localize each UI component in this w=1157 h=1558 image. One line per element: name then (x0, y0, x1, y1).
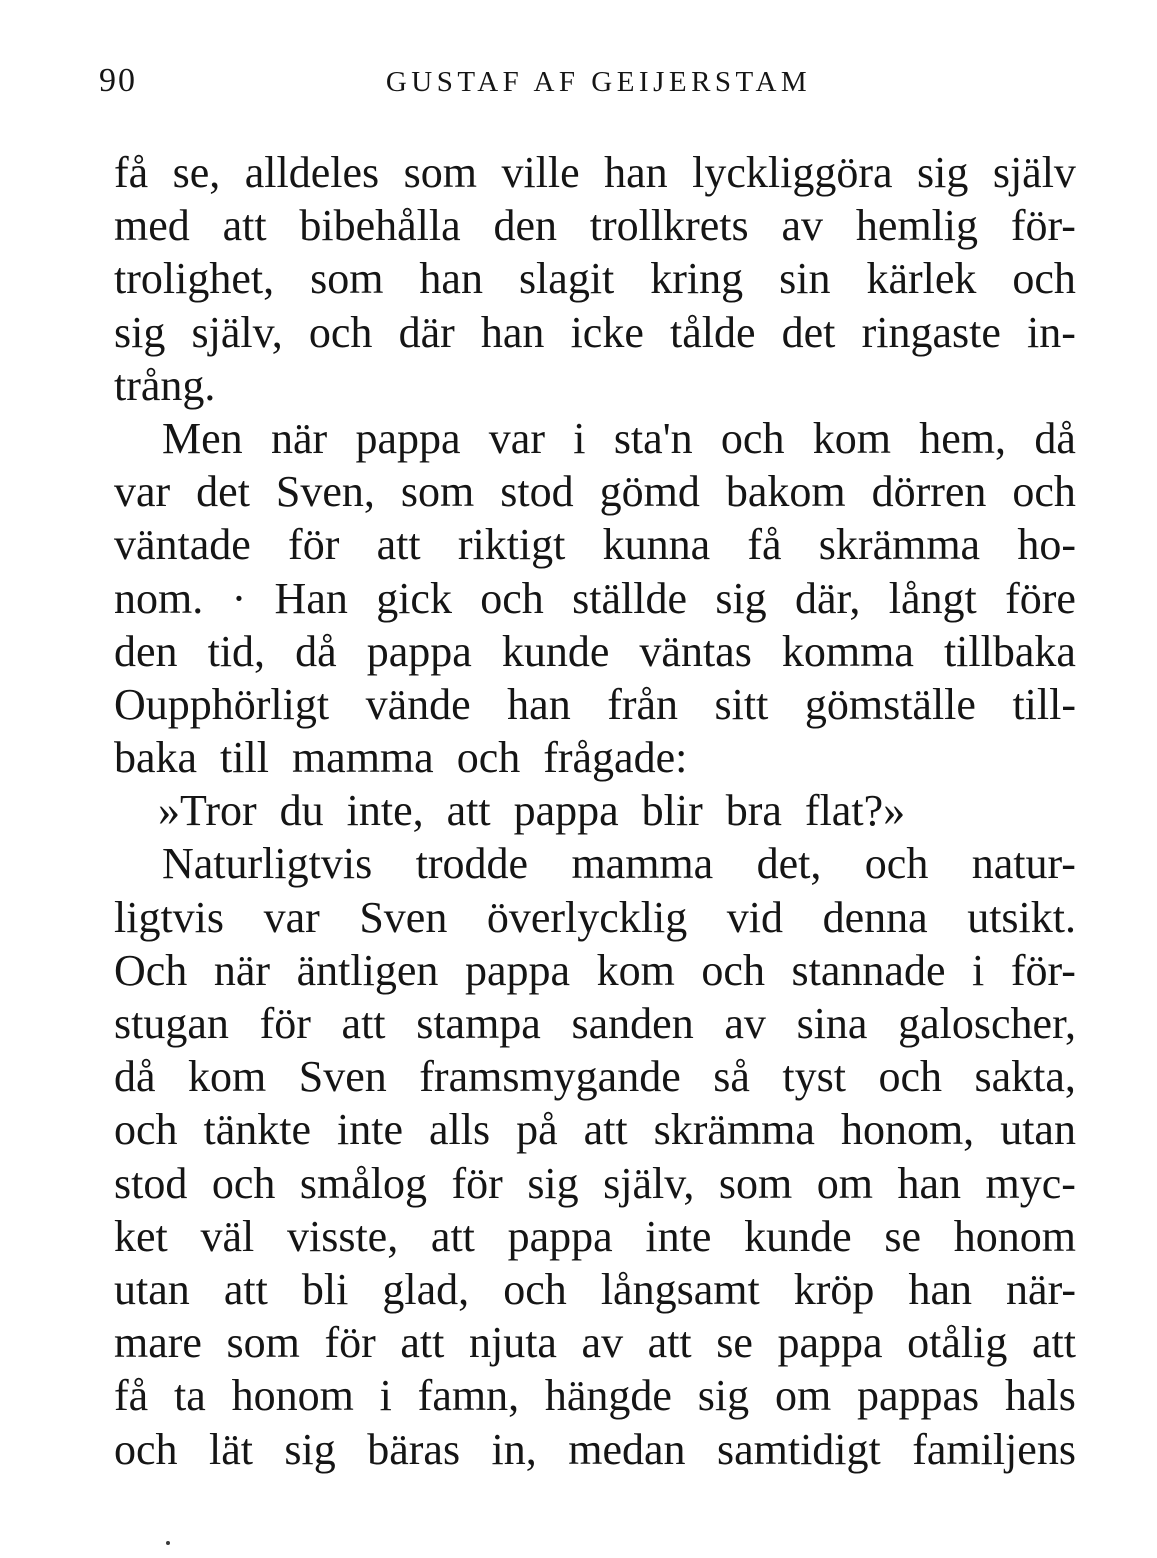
word: trolighet, (114, 254, 275, 304)
word: stod (500, 467, 574, 517)
text-line (114, 891, 1076, 944)
word: se, (172, 148, 221, 197)
word: som (718, 1158, 793, 1208)
word: ligtvis (114, 892, 225, 942)
word: från (607, 679, 679, 729)
word: famn, (417, 1371, 520, 1421)
word: sakta, (974, 1052, 1076, 1102)
text-line (114, 997, 1076, 1050)
word: samtidigt (716, 1424, 881, 1474)
word: att (583, 1105, 628, 1155)
word: han (897, 1158, 962, 1208)
word: slagit (518, 254, 615, 304)
word: och (1012, 467, 1076, 517)
word: sig (114, 307, 166, 357)
word: när- (1006, 1264, 1076, 1314)
word: i (972, 945, 985, 995)
word: långsamt (600, 1264, 760, 1314)
word: som (403, 148, 477, 197)
word: tänkte (203, 1105, 312, 1155)
word: som (400, 467, 475, 517)
word: tillbaka (943, 626, 1076, 676)
text-line (114, 199, 1076, 252)
word: honom, (840, 1105, 975, 1155)
word: det (196, 467, 250, 517)
word: vid (726, 892, 784, 942)
word: trollkrets (589, 201, 749, 251)
word: sitt (714, 679, 769, 729)
word: Naturligtvis (162, 839, 373, 889)
word: bäras (367, 1424, 461, 1474)
word: själv, (191, 307, 283, 357)
word: att (1031, 1318, 1076, 1368)
word: ville (501, 148, 580, 197)
word: att (222, 201, 267, 251)
word: hals (1004, 1371, 1076, 1421)
word: kröp (793, 1264, 875, 1314)
word: när (270, 413, 328, 463)
word: inte (337, 1105, 404, 1155)
word: om (816, 1158, 874, 1208)
word: som (226, 1318, 300, 1368)
word: han (507, 679, 571, 729)
word: det, (756, 839, 822, 889)
word: kom (812, 413, 891, 463)
word: njuta (468, 1318, 557, 1368)
word: tålde (670, 307, 756, 357)
word: var (488, 413, 545, 463)
word: myc- (985, 1158, 1076, 1208)
word: gick (376, 573, 452, 623)
word: kom (596, 945, 675, 995)
word: överlycklig (486, 892, 688, 942)
word: ho- (1017, 520, 1076, 570)
word: kunde (501, 626, 610, 676)
word: alls (429, 1105, 491, 1155)
word: själv, (603, 1158, 695, 1208)
word: för (324, 1318, 376, 1368)
word: Oupphörligt (114, 679, 330, 729)
word: inte (645, 1211, 712, 1261)
word: väl (200, 1211, 255, 1261)
page-number: 90 (99, 62, 137, 99)
word: stod (114, 1158, 188, 1208)
word: då (1034, 413, 1076, 463)
word: honom (953, 1211, 1076, 1261)
text-line (114, 1263, 1076, 1316)
word: av (581, 1318, 624, 1368)
text-line: »Tror du inte, att pappa blir bra flat?» (158, 786, 906, 836)
word: familjens (912, 1424, 1076, 1474)
text-line (114, 1210, 1076, 1263)
word: nom. (114, 573, 204, 623)
text-line (114, 944, 1076, 997)
word: och (114, 1105, 178, 1155)
word: honom (231, 1371, 354, 1421)
word: då (295, 626, 337, 676)
word: med (114, 201, 190, 251)
ink-speck (166, 1541, 170, 1545)
word: där, (795, 573, 861, 623)
word: Han (274, 573, 348, 623)
word: själv (992, 148, 1076, 197)
word: väntade (114, 520, 251, 570)
word: kring (650, 254, 744, 304)
word: sig (917, 148, 969, 197)
word: när (213, 945, 271, 995)
word: galoscher, (898, 999, 1076, 1048)
word: kunde (744, 1211, 852, 1261)
word: att (647, 1318, 692, 1368)
word: Sven (359, 892, 448, 942)
word: där (398, 307, 455, 357)
word: sanden (571, 999, 694, 1048)
word: om (774, 1371, 832, 1421)
word: sina (796, 999, 868, 1048)
text-line: trång. (114, 360, 216, 410)
body-text (114, 146, 1076, 1476)
word: så (713, 1052, 750, 1102)
word: tid, (207, 626, 266, 676)
text-line (114, 465, 1076, 518)
word: han (480, 307, 545, 357)
word: framsmygande (419, 1052, 681, 1102)
text-line (114, 678, 1076, 731)
word: kärlek (866, 254, 977, 304)
text-line (114, 1157, 1076, 1210)
word: in, (491, 1424, 537, 1474)
text-line (114, 572, 1076, 625)
word: gömd (599, 467, 700, 517)
word: var (114, 467, 171, 517)
word: pappa (366, 626, 472, 676)
text-line: baka till mamma och frågade: (114, 733, 688, 783)
word: och (878, 1052, 942, 1102)
text-line (114, 837, 1076, 890)
word: utan (114, 1264, 190, 1314)
word: komma (781, 626, 914, 676)
text-line (114, 252, 1076, 305)
word: att (430, 1211, 475, 1261)
word: mare (114, 1318, 202, 1368)
word: och (114, 1424, 178, 1474)
word: den (114, 626, 178, 676)
word: före (1005, 573, 1076, 623)
word: stugan (114, 999, 229, 1048)
word: och (308, 307, 373, 357)
word: skrämma (818, 520, 981, 570)
word: sig (284, 1424, 336, 1474)
word: han (419, 254, 483, 304)
word: se (884, 1211, 922, 1261)
word: icke (570, 307, 644, 357)
word: otålig (907, 1318, 1008, 1368)
word: äntligen (296, 945, 439, 995)
word: bli (301, 1264, 349, 1314)
text-line (114, 1423, 1076, 1476)
word: få (747, 520, 782, 570)
word: sig (527, 1158, 579, 1208)
word: pappa (355, 413, 461, 463)
word: ringaste (861, 307, 1001, 357)
word: smålog (299, 1158, 427, 1208)
word: pappas (856, 1371, 980, 1421)
word: i (379, 1371, 392, 1421)
word: lät (208, 1424, 253, 1474)
word: Men (162, 413, 243, 463)
text-line (114, 306, 1076, 359)
word: stannade (791, 945, 946, 995)
word: för (451, 1158, 503, 1208)
text-line (114, 1050, 1076, 1103)
word: för (288, 520, 340, 570)
word: medan (568, 1424, 686, 1474)
word: glad, (382, 1264, 470, 1314)
word: på (516, 1105, 558, 1155)
word: natur- (971, 839, 1076, 889)
word: dörren (871, 467, 987, 517)
word: se (716, 1318, 753, 1368)
word: till- (1012, 679, 1076, 729)
word: pappa (507, 1211, 613, 1261)
word: hemlig (855, 201, 979, 251)
word: kom (188, 1052, 267, 1102)
word: ställde (572, 573, 687, 623)
word: att (223, 1264, 268, 1314)
word: ta (174, 1371, 206, 1421)
word: att (341, 999, 386, 1048)
word: in- (1027, 307, 1076, 357)
word: få (114, 1371, 149, 1421)
word: pappa (777, 1318, 883, 1368)
text-line (114, 1103, 1076, 1156)
word: kunna (602, 520, 711, 570)
word: väntas (639, 626, 752, 676)
word: av (724, 999, 766, 1048)
word: alldeles (244, 148, 380, 197)
word: riktigt (457, 520, 566, 570)
word: Och (114, 945, 188, 995)
word: och (503, 1264, 567, 1314)
word: Sven, (275, 467, 375, 517)
word: för- (1010, 201, 1076, 251)
word: Sven (298, 1052, 387, 1102)
word: denna (822, 892, 928, 942)
word: långt (888, 573, 977, 623)
word: vände (365, 679, 471, 729)
word: för (259, 999, 311, 1048)
word: för- (1010, 945, 1076, 995)
word: trodde (415, 839, 529, 889)
text-line (114, 625, 1076, 678)
word: av (781, 201, 823, 251)
word: och (211, 1158, 276, 1208)
word: sig (697, 1371, 750, 1421)
word: ket (114, 1211, 168, 1261)
word: få (114, 148, 149, 197)
word: i (573, 413, 586, 463)
word: den (493, 201, 557, 251)
word: hängde (544, 1371, 672, 1421)
word: mamma (571, 839, 714, 889)
word: han (604, 148, 668, 197)
text-line (114, 518, 1076, 571)
text-line (114, 1316, 1076, 1369)
word: utsikt. (967, 892, 1076, 942)
word: gömställe (804, 679, 976, 729)
word: bakom (725, 467, 846, 517)
word: sta'n (613, 413, 693, 463)
word: visste, (286, 1211, 399, 1261)
word: sin (779, 254, 831, 304)
word: stampa (416, 999, 541, 1048)
word: var (263, 892, 320, 942)
word: och (864, 839, 929, 889)
running-title: GUSTAF AF GEIJERSTAM (385, 66, 812, 98)
text-line (114, 146, 1076, 199)
word: sig (715, 573, 767, 623)
word: · (231, 573, 247, 623)
word: skrämma (653, 1105, 815, 1155)
word: och (701, 945, 765, 995)
word: hem, (919, 413, 1007, 463)
text-line (114, 412, 1076, 465)
text-line (114, 1369, 1076, 1422)
word: att (376, 520, 421, 570)
page-header (0, 60, 1157, 112)
word: tyst (782, 1052, 846, 1102)
word: och (720, 413, 785, 463)
word: utan (1000, 1105, 1076, 1155)
word: det (781, 307, 836, 357)
word: pappa (464, 945, 571, 995)
word: lyckliggöra (692, 148, 893, 197)
word: han (908, 1264, 972, 1314)
word: då (114, 1052, 156, 1102)
word: som (310, 254, 384, 304)
word: bibehålla (299, 201, 461, 251)
word: och (480, 573, 544, 623)
word: att (400, 1318, 445, 1368)
word: och (1012, 254, 1076, 304)
